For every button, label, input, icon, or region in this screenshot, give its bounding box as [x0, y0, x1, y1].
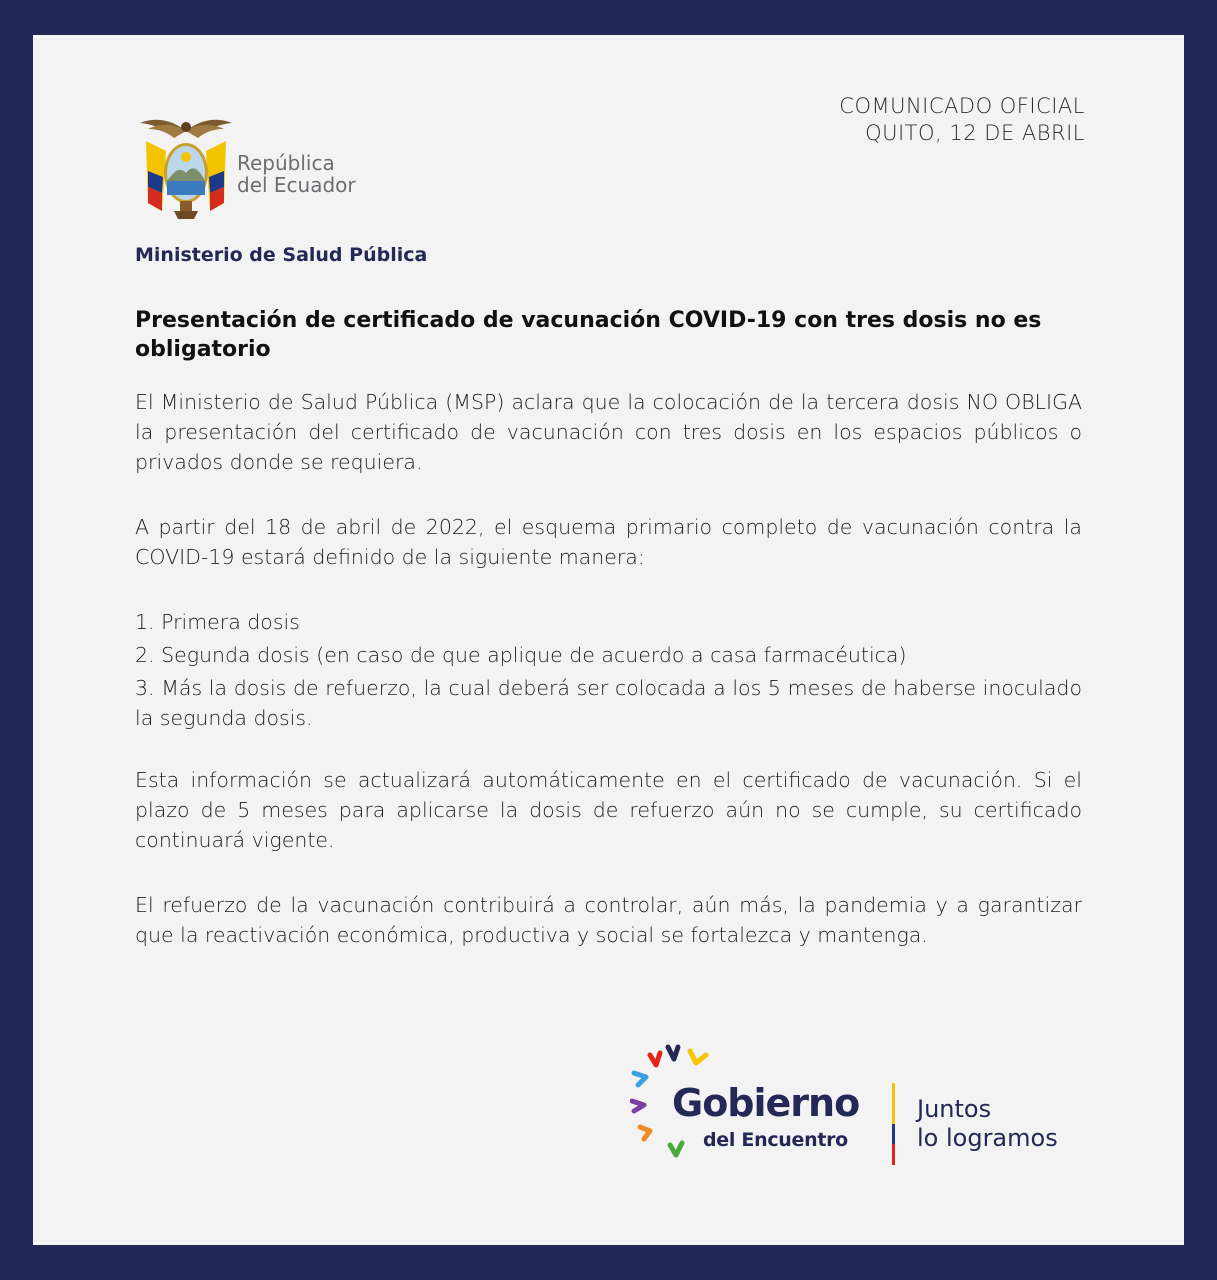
dose-list [135, 607, 1082, 736]
tricolor-divider [892, 1083, 895, 1165]
communique-place-date: QUITO, 12 DE ABRIL [865, 121, 1085, 145]
paragraph-2: A partir del 18 de abril de 2022, el esquema primario completo de vacunación contra la COVID-19 estará definido de la siguiente manera: [135, 515, 1082, 569]
paragraph-3: Esta información se actualizará automáticamente en el certificado de vacunación. Si el plazo de 5 meses para aplicarse la dosis de refuerzo aún no se cumple, su certificado continuará vigente. [135, 768, 1082, 852]
document-title: Presentación de certificado de vacunación COVID-19 con tres dosis no es obligatorio [135, 308, 1042, 362]
slogan-line-2: lo logramos [917, 1124, 1058, 1152]
gobierno-wordmark: Gobierno [672, 1081, 860, 1125]
paragraph-4: El refuerzo de la vacunación contribuirá a controlar, aún más, la pandemia y a garantizar que la reactivación económica, productiva y social se fortalezca y mantenga. [135, 893, 1082, 947]
list-item: 3. Más la dosis de refuerzo, la cual deberá ser colocada a los 5 meses de haberse inoculado la segunda dosis. [135, 676, 1082, 730]
communique-type: COMUNICADO OFICIAL [839, 94, 1085, 118]
encuentro-wordmark: del Encuentro [703, 1129, 848, 1151]
paragraph-1: El Ministerio de Salud Pública (MSP) aclara que la colocación de la tercera dosis NO OBLIGA la presentación del certificado de vacunación con tres dosis en los espacios públicos o privados donde se requiera. [135, 390, 1082, 474]
list-item: 2. Segunda dosis (en caso de que aplique de acuerdo a casa farmacéutica) [135, 643, 907, 667]
republic-wordmark [237, 152, 356, 196]
list-item: 1. Primera dosis [135, 610, 300, 634]
slogan-line-1: Juntos [917, 1095, 992, 1123]
document-page [33, 35, 1184, 1245]
republic-line-1: República [237, 151, 335, 175]
ministry-name: Ministerio de Salud Pública [135, 244, 428, 266]
republic-line-2: del Ecuador [237, 173, 356, 197]
communique-header [839, 93, 1085, 147]
ecuador-coat-of-arms-icon [136, 111, 236, 223]
slogan [917, 1095, 1058, 1153]
government-logo [630, 1043, 1090, 1173]
